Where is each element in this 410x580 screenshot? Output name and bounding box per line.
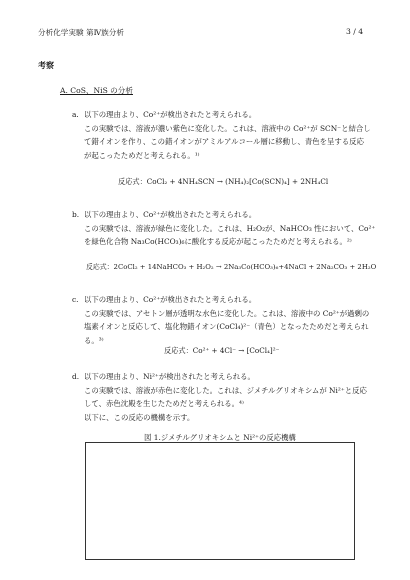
item-line: 塩素イオンと反応して、塩化物錯イオン(CoCl₄)²⁻（青色）となったためだと考えられ	[84, 322, 369, 331]
figure-placeholder-box	[85, 442, 355, 560]
item-line: 以下に、この反応の機構を示す。	[84, 412, 195, 422]
item-line: この実験では、溶液が緑色に変化した。これは、H₂O₂が、NaHCO₃ 性において、Co²⁺	[84, 223, 376, 233]
equation-a: 反応式：CoCl₂ + 4NH₄SCN → (NH₄)₂[Co(SCN)₄] + 2NH₄Cl	[118, 177, 329, 186]
item-line: して、赤色沈殿を生じたためだと考えられる。⁴⁾	[84, 399, 244, 408]
item-line: この実験では、アセトン層が透明な水色に変化した。これは、溶液中の Co²⁺が過剰の	[84, 308, 370, 318]
section-title: 考察	[38, 60, 54, 70]
item-line: 以下の理由より、Co²⁺が検出されたと考えられる。	[84, 210, 257, 219]
item-line: が起こったためだと考えられる。¹⁾	[84, 150, 200, 160]
item-line: この実験では、溶液が濃い紫色に変化した。これは、溶液中の Co²⁺が SCN⁻と結合し	[84, 123, 371, 133]
item-line: 以下の理由より、Co²⁺が検出されたと考えられる。	[84, 110, 257, 119]
item-line: る。³⁾	[84, 335, 104, 345]
equation-c: 反応式：Co²⁺ + 4Cl⁻ → [CoCl₄]²⁻	[164, 346, 280, 355]
item-line: を緑色化合物 Na₃Co(HCO₃)₆に酸化する反応が起こったためだと考えられる。²⁾	[84, 237, 352, 246]
header-page-number: 3 / 4	[346, 27, 364, 36]
header-course-title: 分析化学実験 第Ⅳ族分析	[38, 28, 124, 37]
item-line: 以下の理由より、Ni²⁺が検出されたと考えられる。	[84, 372, 255, 381]
item-label: c.	[72, 295, 79, 304]
item-line: 以下の理由より、Co²⁺が検出されたと考えられる。	[84, 295, 257, 304]
equation-b: 反応式：2CoCl₂ + 14NaHCO₃ + H₂O₂ → 2Na₃Co(HCO₃)₆+4NaCl + 2Na₂CO₃ + 2H₂O	[86, 263, 377, 271]
item-label: b.	[72, 210, 80, 219]
subsection-heading: A. CoS、NiS の分析	[60, 86, 133, 95]
figure-caption: 図 1.ジメチルグリオキシムと Ni²⁺の反応機構	[144, 433, 296, 442]
item-line: て錯イオンを作り、この錯イオンがアミルアルコール層に移動し、青色を呈する反応	[84, 137, 364, 146]
item-line: この実験では、溶液が赤色に変化した。これは、ジメチルグリオキシムが Ni²⁺と反応	[84, 385, 367, 395]
item-label: a.	[72, 110, 79, 119]
item-label: d.	[72, 372, 80, 381]
